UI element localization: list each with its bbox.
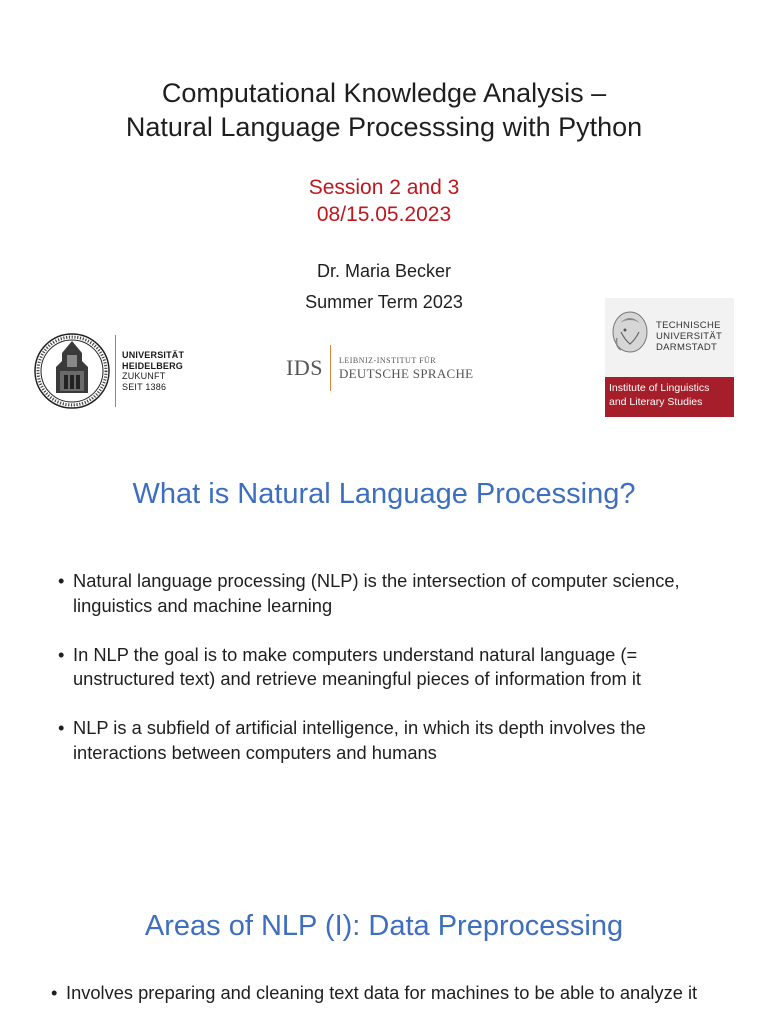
institute-line-1: Institute of Linguistics bbox=[609, 382, 710, 394]
ids-abbreviation: IDS bbox=[286, 355, 323, 380]
ids-logo bbox=[286, 343, 473, 393]
heidelberg-line-3: ZUKUNFT bbox=[122, 371, 166, 381]
bullet-item: • Natural language processing (NLP) is the intersection of computer science, linguistics and machine learning bbox=[58, 569, 728, 618]
heidelberg-line-4: SEIT 1386 bbox=[122, 381, 167, 392]
ids-line-1: LEIBNIZ-INSTITUT FÜR bbox=[338, 356, 437, 365]
tu-line-3: DARMSTADT bbox=[656, 342, 718, 353]
ids-wordmark bbox=[339, 355, 473, 381]
logo-divider bbox=[115, 335, 116, 407]
ids-divider bbox=[330, 345, 331, 391]
session-label: Session 2 and 3 bbox=[308, 176, 460, 199]
slide-3-bullet-list bbox=[51, 981, 731, 1006]
title-slide bbox=[0, 0, 768, 440]
slide-2-title: What is Natural Language Processing? bbox=[132, 478, 636, 510]
tu-darmstadt-logo bbox=[605, 298, 734, 417]
title-line-1: Computational Knowledge Analysis – bbox=[161, 78, 607, 108]
session-date: 08/15.05.2023 bbox=[316, 203, 452, 226]
tu-line-1: TECHNISCHE bbox=[656, 320, 721, 331]
author-name: Dr. Maria Becker bbox=[316, 261, 452, 281]
tu-line-2: UNIVERSITÄT bbox=[656, 331, 723, 342]
ids-line-2: DEUTSCHE SPRACHE bbox=[338, 366, 474, 381]
slide-3-title: Areas of NLP (I): Data Preprocessing bbox=[144, 910, 624, 942]
bullet-item: • In NLP the goal is to make computers understand natural language (= unstructured text) and retrieve meaningful pieces of information from it bbox=[58, 643, 728, 692]
term-label: Summer Term 2023 bbox=[305, 292, 463, 312]
bullet-item: • Involves preparing and cleaning text data for machines to be able to analyze it bbox=[51, 981, 731, 1006]
heidelberg-line-1: UNIVERSITÄT bbox=[122, 350, 185, 360]
heidelberg-line-2: HEIDELBERG bbox=[122, 360, 184, 371]
institute-line-2: and Literary Studies bbox=[609, 396, 703, 408]
title-line-2: Natural Language Processsing with Python bbox=[125, 112, 643, 142]
tu-wordmark bbox=[656, 320, 722, 353]
heidelberg-seal-icon bbox=[34, 333, 110, 409]
presentation-title bbox=[0, 76, 768, 144]
heidelberg-wordmark bbox=[122, 350, 184, 392]
athena-head-icon bbox=[611, 310, 649, 354]
slide-2-bullet-list bbox=[58, 569, 728, 765]
session-info bbox=[0, 174, 768, 228]
institute-band bbox=[605, 377, 734, 417]
bullet-item: • NLP is a subfield of artificial intelligence, in which its depth involves the interactions between computers and humans bbox=[58, 716, 728, 765]
heidelberg-university-logo bbox=[34, 332, 184, 410]
